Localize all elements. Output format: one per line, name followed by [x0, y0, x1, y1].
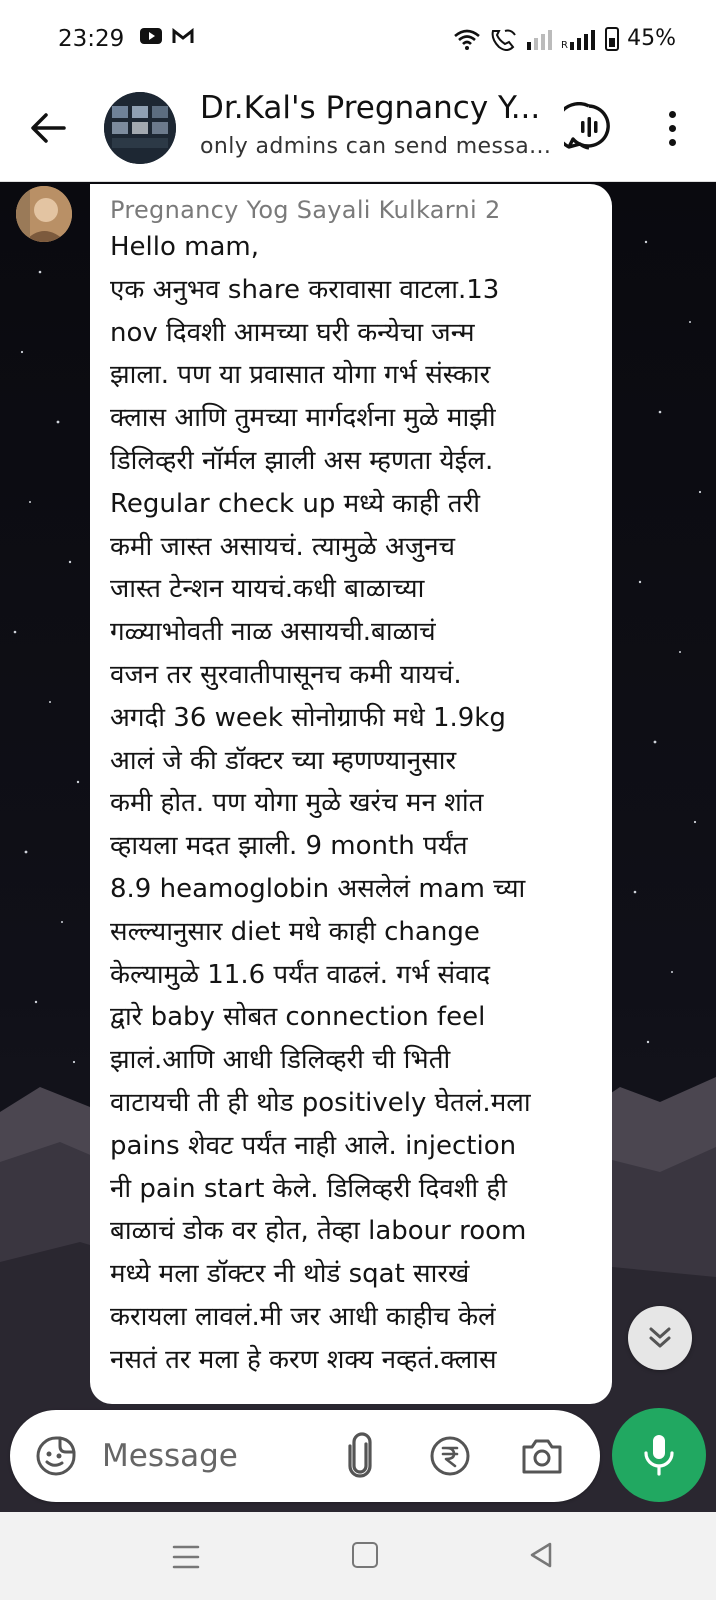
recent-apps-button[interactable] — [172, 1544, 200, 1570]
camera-button[interactable] — [520, 1434, 564, 1478]
system-navigation-bar — [0, 1512, 716, 1600]
group-avatar[interactable] — [104, 92, 176, 164]
gmail-icon — [172, 28, 194, 44]
svg-text:R: R — [561, 39, 569, 50]
message-line: nov दिवशी आमच्या घरी कन्येचा जन्म — [110, 317, 475, 348]
chat-header — [0, 80, 716, 182]
message-composer — [10, 1410, 600, 1502]
status-time: 23:29 — [58, 26, 125, 52]
scroll-to-bottom-button[interactable] — [628, 1306, 692, 1370]
menu-icon — [172, 1544, 200, 1570]
message-line: झाला. पण या प्रवासात योगा गर्भ संस्कार — [110, 360, 491, 391]
message-line: बाळाचं डोक वर होत, तेव्हा labour room — [110, 1216, 527, 1247]
signal-icon — [527, 28, 553, 50]
status-bar — [0, 0, 716, 80]
notification-icons — [140, 28, 194, 44]
camera-icon — [520, 1434, 564, 1478]
rupee-icon — [428, 1434, 472, 1478]
wifi-call-icon — [489, 27, 519, 51]
group-photo-icon — [104, 92, 176, 164]
message-line: झालं.आणि आधी डिलिव्हरी ची भिती — [110, 1045, 451, 1076]
message-text — [110, 226, 592, 1382]
youtube-icon — [140, 28, 162, 44]
message-line: Regular check up मध्ये काही तरी — [110, 488, 480, 519]
chat-area[interactable] — [0, 182, 716, 1512]
message-line: व्हायला मदत झाली. 9 month पर्यंत — [110, 831, 468, 862]
message-bubble[interactable] — [90, 184, 612, 1404]
arrow-left-icon — [30, 112, 66, 144]
message-line: pains शेवट पर्यंत नाही आले. injection — [110, 1130, 517, 1161]
sticker-emoji-icon — [34, 1434, 78, 1478]
system-status — [453, 26, 676, 51]
message-line: Hello mam, — [110, 232, 260, 262]
message-line: सल्ल्यानुसार diet मधे काही change — [110, 916, 480, 947]
chat-title[interactable]: Dr.Kal's Pregnancy Y... — [200, 90, 541, 126]
message-line: एक अनुभव share करावासा वाटला.13 — [110, 274, 500, 305]
chat-subtitle: only admins can send messa... — [200, 134, 552, 159]
battery-icon — [605, 27, 619, 51]
message-line: डिलिव्हरी नॉर्मल झाली अस म्हणता येईल. — [110, 445, 494, 476]
home-button[interactable] — [352, 1542, 378, 1568]
message-line: द्वारे baby सोबत connection feel — [110, 1002, 486, 1033]
more-options-button[interactable] — [652, 104, 692, 152]
voice-chat-button[interactable] — [564, 102, 614, 152]
system-back-button[interactable] — [526, 1540, 556, 1570]
message-line: वाटायची ती ही थोड positively घेतलं.मला — [110, 1087, 531, 1118]
paperclip-icon — [340, 1432, 380, 1480]
message-line: नी pain start केले. डिलिव्हरी दिवशी ही — [110, 1173, 507, 1204]
message-line: केल्यामुळे 11.6 पर्यंत वाढलं. गर्भ संवाद — [110, 959, 491, 990]
message-line: मध्ये मला डॉक्टर नी थोडं sqat सारखं — [110, 1259, 470, 1290]
double-chevron-down-icon — [646, 1324, 674, 1352]
message-line: कमी जास्त असायचं. त्यामुळे अजुनच — [110, 531, 456, 562]
emoji-button[interactable] — [34, 1434, 78, 1478]
message-line: क्लास आणि तुमच्या मार्गदर्शना मुळे माझी — [110, 403, 496, 434]
payment-button[interactable] — [428, 1434, 472, 1478]
sender-avatar[interactable] — [16, 186, 72, 242]
message-line: करायला लावलं.मी जर आधी काहीच केलं — [110, 1301, 496, 1332]
sender-photo-icon — [16, 186, 72, 242]
message-line: आलं जे की डॉक्टर च्या म्हणण्यानुसार — [110, 745, 457, 776]
message-line: नसतं तर मला हे करण शक्य नव्हतं.क्लास — [110, 1344, 497, 1375]
message-line: जास्त टेन्शन यायचं.कधी बाळाच्या — [110, 574, 425, 605]
voice-chat-icon — [564, 102, 614, 152]
message-line: अगदी 36 week सोनोग्राफी मधे 1.9kg — [110, 702, 506, 733]
sender-name[interactable]: Pregnancy Yog Sayali Kulkarni 2 — [110, 196, 501, 224]
roaming-signal-icon — [561, 28, 597, 50]
microphone-icon — [642, 1433, 676, 1477]
triangle-back-icon — [526, 1540, 556, 1570]
back-button[interactable] — [24, 104, 72, 152]
wifi-icon — [453, 28, 481, 50]
message-line: गळ्याभोवती नाळ असायची.बाळाचं — [110, 617, 436, 648]
message-input[interactable] — [102, 1428, 322, 1484]
message-line: वजन तर सुरवातीपासूनच कमी यायचं. — [110, 659, 462, 690]
message-line: 8.9 heamoglobin असलेलं mam च्या — [110, 873, 526, 904]
voice-record-button[interactable] — [612, 1408, 706, 1502]
message-line: कमी होत. पण योगा मुळे खरंच मन शांत — [110, 788, 484, 819]
battery-percent: 45% — [627, 26, 676, 51]
attach-button[interactable] — [340, 1432, 380, 1480]
